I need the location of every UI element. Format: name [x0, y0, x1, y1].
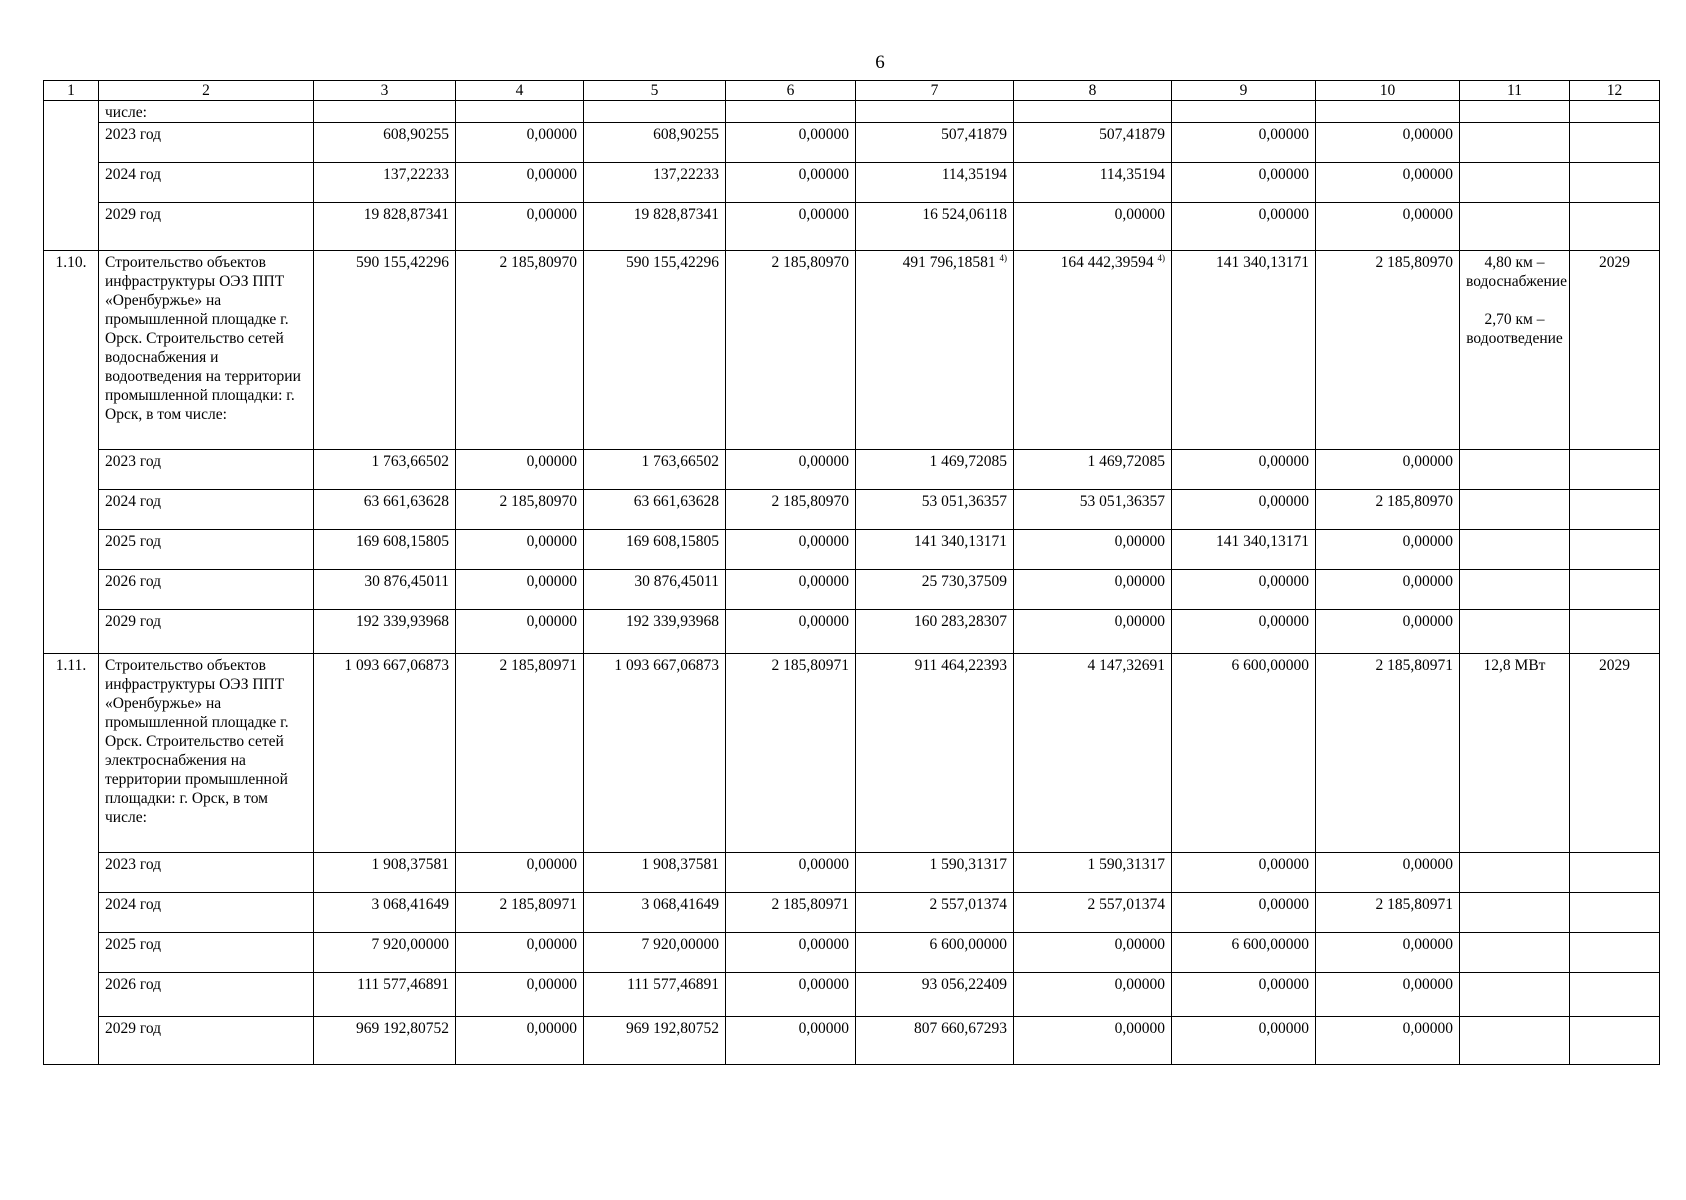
value-cell: 114,35194: [856, 163, 1014, 203]
year-row: [44, 450, 1660, 490]
capacity-water-disposal: 2,70 км – водоотведение: [1466, 311, 1563, 347]
column-header: 6: [726, 81, 856, 101]
year-row: [44, 893, 1660, 933]
column-header: 12: [1570, 81, 1660, 101]
value-cell: 30 876,45011: [314, 570, 456, 610]
value-cell: 137,22233: [584, 163, 726, 203]
value-cell: 0,00000: [1316, 203, 1460, 251]
value-cell: 969 192,80752: [584, 1017, 726, 1065]
value-cell: 3 068,41649: [314, 893, 456, 933]
value-cell: [856, 251, 1014, 450]
year-row: [44, 203, 1660, 251]
capacity-cell: 12,8 МВт: [1460, 654, 1570, 853]
value-cell: 0,00000: [1172, 570, 1316, 610]
value-cell: 2 185,80970: [1316, 251, 1460, 450]
value-cell: 0,00000: [1014, 203, 1172, 251]
value-cell: 2 185,80971: [1316, 654, 1460, 853]
value-cell: 0,00000: [1316, 530, 1460, 570]
value-cell: 1 590,31317: [1014, 853, 1172, 893]
value-text: 164 442,39594: [1060, 254, 1154, 271]
value-cell: 93 056,22409: [856, 973, 1014, 1017]
year-label: 2024 год: [99, 490, 314, 530]
value-cell: 30 876,45011: [584, 570, 726, 610]
value-cell: 6 600,00000: [1172, 933, 1316, 973]
item-number-cell: 1.11.: [44, 654, 99, 1065]
value-cell: 2 185,80970: [456, 251, 584, 450]
footnote-mark: 4): [999, 252, 1007, 263]
value-cell: 0,00000: [1172, 163, 1316, 203]
item-description: Строительство объектов инфраструктуры ОЭЗ ППТ «Оренбуржье» на промышленной площадке г. Орск. Строительство сетей электроснабжения на территории промышленной площадки: г. Орск, в том числе:: [99, 654, 314, 853]
column-header: 4: [456, 81, 584, 101]
completion-year-cell: 2029: [1570, 251, 1660, 450]
item-1-10-row: [44, 251, 1660, 450]
value-cell: 507,41879: [1014, 123, 1172, 163]
column-header: 5: [584, 81, 726, 101]
value-cell: 0,00000: [456, 973, 584, 1017]
year-label: 2026 год: [99, 570, 314, 610]
column-header: 2: [99, 81, 314, 101]
value-cell: 0,00000: [726, 123, 856, 163]
year-label: 2024 год: [99, 893, 314, 933]
value-cell: 0,00000: [1172, 973, 1316, 1017]
footnote-mark: 4): [1157, 252, 1165, 263]
value-cell: 160 283,28307: [856, 610, 1014, 654]
value-cell: 7 920,00000: [314, 933, 456, 973]
value-cell: 63 661,63628: [584, 490, 726, 530]
value-cell: 2 185,80971: [726, 654, 856, 853]
year-row: [44, 163, 1660, 203]
value-cell: 0,00000: [1316, 1017, 1460, 1065]
value-cell: 2 185,80971: [726, 893, 856, 933]
value-cell: 192 339,93968: [314, 610, 456, 654]
value-cell: 111 577,46891: [584, 973, 726, 1017]
column-header: 9: [1172, 81, 1316, 101]
value-cell: 63 661,63628: [314, 490, 456, 530]
year-label: 2023 год: [99, 450, 314, 490]
value-cell: 0,00000: [726, 973, 856, 1017]
column-header: 1: [44, 81, 99, 101]
value-cell: 2 185,80970: [456, 490, 584, 530]
value-cell: 1 590,31317: [856, 853, 1014, 893]
completion-year-cell: 2029: [1570, 654, 1660, 853]
year-label: 2025 год: [99, 933, 314, 973]
column-header: 8: [1014, 81, 1172, 101]
value-text: 491 796,18581: [902, 254, 996, 271]
value-cell: 0,00000: [456, 163, 584, 203]
value-cell: 7 920,00000: [584, 933, 726, 973]
continuation-label: числе:: [99, 101, 314, 123]
value-cell: 6 600,00000: [856, 933, 1014, 973]
year-row: [44, 490, 1660, 530]
value-cell: 2 557,01374: [856, 893, 1014, 933]
column-number-header-row: [44, 81, 1660, 101]
value-cell: 0,00000: [456, 610, 584, 654]
value-cell: 53 051,36357: [856, 490, 1014, 530]
value-cell: 0,00000: [1172, 450, 1316, 490]
value-cell: 0,00000: [1172, 123, 1316, 163]
value-cell: 0,00000: [726, 610, 856, 654]
year-label: 2029 год: [99, 1017, 314, 1065]
value-cell: 53 051,36357: [1014, 490, 1172, 530]
value-cell: 0,00000: [1316, 123, 1460, 163]
value-cell: 169 608,15805: [314, 530, 456, 570]
value-cell: 0,00000: [1172, 490, 1316, 530]
year-label: 2023 год: [99, 853, 314, 893]
value-cell: 608,90255: [584, 123, 726, 163]
continuation-label-row: [44, 101, 1660, 123]
value-cell: 0,00000: [1172, 893, 1316, 933]
value-cell: 0,00000: [1014, 933, 1172, 973]
item-number-cell: [44, 101, 99, 251]
year-label: 2023 год: [99, 123, 314, 163]
year-row: [44, 123, 1660, 163]
value-cell: 3 068,41649: [584, 893, 726, 933]
value-cell: 1 763,66502: [584, 450, 726, 490]
year-label: 2024 год: [99, 163, 314, 203]
value-cell: 0,00000: [726, 1017, 856, 1065]
year-label: 2029 год: [99, 610, 314, 654]
value-cell: 137,22233: [314, 163, 456, 203]
value-cell: 0,00000: [1316, 163, 1460, 203]
value-cell: 1 093 667,06873: [314, 654, 456, 853]
value-cell: 911 464,22393: [856, 654, 1014, 853]
value-cell: 807 660,67293: [856, 1017, 1014, 1065]
value-cell: 0,00000: [726, 933, 856, 973]
item-1-11-row: [44, 654, 1660, 853]
value-cell: 0,00000: [1014, 610, 1172, 654]
value-cell: 1 908,37581: [584, 853, 726, 893]
value-cell: 25 730,37509: [856, 570, 1014, 610]
value-cell: 0,00000: [1316, 853, 1460, 893]
column-header: 3: [314, 81, 456, 101]
year-row: [44, 1017, 1660, 1065]
value-cell: 608,90255: [314, 123, 456, 163]
value-cell: 0,00000: [1014, 530, 1172, 570]
value-cell: 0,00000: [1316, 973, 1460, 1017]
capacity-cell: [1460, 251, 1570, 450]
year-label: 2029 год: [99, 203, 314, 251]
value-cell: 0,00000: [1172, 610, 1316, 654]
value-cell: 0,00000: [456, 450, 584, 490]
year-row: [44, 570, 1660, 610]
value-cell: 0,00000: [456, 853, 584, 893]
value-cell: 141 340,13171: [1172, 251, 1316, 450]
value-cell: 6 600,00000: [1172, 654, 1316, 853]
value-cell: 0,00000: [1014, 973, 1172, 1017]
value-cell: 16 524,06118: [856, 203, 1014, 251]
value-cell: 0,00000: [456, 530, 584, 570]
value-cell: 141 340,13171: [856, 530, 1014, 570]
year-label: 2026 год: [99, 973, 314, 1017]
value-cell: 1 908,37581: [314, 853, 456, 893]
value-cell: 0,00000: [456, 123, 584, 163]
value-cell: 0,00000: [1014, 570, 1172, 610]
value-cell: 590 155,42296: [314, 251, 456, 450]
value-cell: 192 339,93968: [584, 610, 726, 654]
value-cell: 0,00000: [726, 570, 856, 610]
value-cell: 0,00000: [726, 203, 856, 251]
value-cell: 2 185,80970: [726, 490, 856, 530]
value-cell: 1 093 667,06873: [584, 654, 726, 853]
value-cell: 2 557,01374: [1014, 893, 1172, 933]
value-cell: 969 192,80752: [314, 1017, 456, 1065]
year-row: [44, 610, 1660, 654]
value-cell: 1 763,66502: [314, 450, 456, 490]
value-cell: 2 185,80970: [726, 251, 856, 450]
column-header: 11: [1460, 81, 1570, 101]
value-cell: 114,35194: [1014, 163, 1172, 203]
value-cell: 0,00000: [726, 450, 856, 490]
column-header: 7: [856, 81, 1014, 101]
value-cell: 0,00000: [1316, 570, 1460, 610]
value-cell: 0,00000: [1316, 450, 1460, 490]
value-cell: 0,00000: [726, 530, 856, 570]
value-cell: [1014, 251, 1172, 450]
value-cell: 0,00000: [1172, 1017, 1316, 1065]
value-cell: 0,00000: [1014, 1017, 1172, 1065]
value-cell: 0,00000: [1316, 933, 1460, 973]
value-cell: 0,00000: [456, 570, 584, 610]
budget-table: [43, 80, 1660, 1065]
value-cell: 2 185,80971: [456, 654, 584, 853]
value-cell: 2 185,80971: [456, 893, 584, 933]
year-row: [44, 853, 1660, 893]
value-cell: 2 185,80970: [1316, 490, 1460, 530]
page-number: 6: [875, 52, 885, 73]
value-cell: 0,00000: [1316, 610, 1460, 654]
column-header: 10: [1316, 81, 1460, 101]
value-cell: 1 469,72085: [856, 450, 1014, 490]
value-cell: 0,00000: [1172, 203, 1316, 251]
value-cell: 0,00000: [1172, 853, 1316, 893]
value-cell: 2 185,80971: [1316, 893, 1460, 933]
item-description: Строительство объектов инфраструктуры ОЭЗ ППТ «Оренбуржье» на промышленной площадке г. Орск. Строительство сетей водоснабжения и водоотведения на территории промышленной площадки: г. Орск, в том числе:: [99, 251, 314, 450]
value-cell: 169 608,15805: [584, 530, 726, 570]
year-row: [44, 973, 1660, 1017]
value-cell: 141 340,13171: [1172, 530, 1316, 570]
value-cell: 1 469,72085: [1014, 450, 1172, 490]
value-cell: 0,00000: [456, 1017, 584, 1065]
value-cell: 0,00000: [456, 203, 584, 251]
value-cell: 590 155,42296: [584, 251, 726, 450]
value-cell: 0,00000: [726, 163, 856, 203]
year-row: [44, 530, 1660, 570]
value-cell: 0,00000: [456, 933, 584, 973]
year-label: 2025 год: [99, 530, 314, 570]
value-cell: 111 577,46891: [314, 973, 456, 1017]
value-cell: 19 828,87341: [314, 203, 456, 251]
value-cell: 507,41879: [856, 123, 1014, 163]
item-number-cell: 1.10.: [44, 251, 99, 654]
value-cell: 0,00000: [726, 853, 856, 893]
value-cell: 4 147,32691: [1014, 654, 1172, 853]
capacity-water-supply: 4,80 км – водоснабжение: [1466, 254, 1567, 290]
value-cell: 19 828,87341: [584, 203, 726, 251]
year-row: [44, 933, 1660, 973]
